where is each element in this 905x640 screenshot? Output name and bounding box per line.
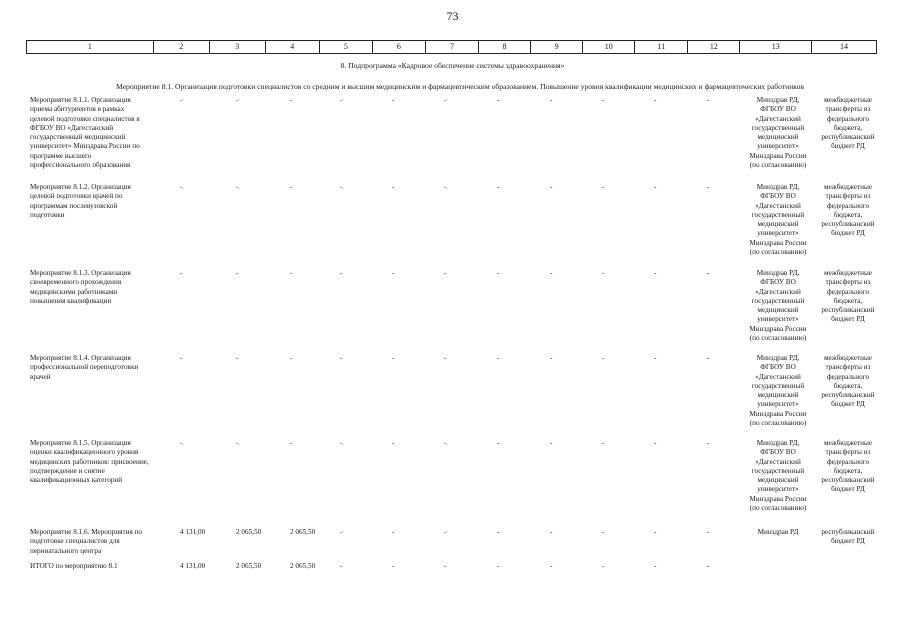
value-cell: - bbox=[392, 269, 395, 277]
column-header-10: 10 bbox=[583, 41, 635, 53]
value-cell: - bbox=[602, 269, 605, 277]
value-cell: - bbox=[236, 354, 239, 362]
value-cell: - bbox=[444, 562, 447, 570]
column-header-14: 14 bbox=[840, 42, 849, 51]
value-cell: - bbox=[602, 96, 605, 104]
column-header-8: 8 bbox=[479, 41, 531, 53]
value-cell: - bbox=[340, 354, 343, 362]
value-cell: 4 131,00 bbox=[180, 528, 206, 536]
value-cell: - bbox=[654, 439, 657, 447]
column-header-row bbox=[26, 40, 877, 54]
value-cell: - bbox=[497, 269, 500, 277]
value-cell: - bbox=[497, 354, 500, 362]
row-name: Мероприятие 8.1.2. Организация целевой подготовки врачей по программам послевузовской подготовки bbox=[30, 183, 131, 219]
value-cell: 2 065,50 bbox=[290, 562, 316, 570]
value-cell: - bbox=[444, 528, 447, 536]
value-cell: - bbox=[602, 562, 605, 570]
row-name: Мероприятие 8.1.1. Организация приема абитуриентов в рамках целевой подготовки специалистов в ФГБОУ ВО «Дагестанский государственный медицинский университет» Минздрава России по программе высшего профессионального образования bbox=[30, 96, 140, 170]
value-cell: - bbox=[392, 528, 395, 536]
responsible-cell: Минздрав РД bbox=[757, 528, 799, 536]
column-header-12: 12 bbox=[688, 41, 740, 53]
value-cell: - bbox=[550, 269, 553, 277]
value-cell: - bbox=[602, 528, 605, 536]
value-cell: - bbox=[392, 439, 395, 447]
funding-source-cell: межбюджетные трансферты из федерального бюджета, республиканский бюджет РД bbox=[821, 183, 875, 238]
column-header-11: 11 bbox=[635, 41, 688, 53]
value-cell: - bbox=[236, 269, 239, 277]
value-cell: - bbox=[444, 269, 447, 277]
column-header-3: 3 bbox=[210, 41, 266, 53]
value-cell: - bbox=[707, 354, 710, 362]
column-header-4: 4 bbox=[266, 41, 320, 53]
column-header-2: 2 bbox=[154, 41, 210, 53]
value-cell: - bbox=[550, 439, 553, 447]
value-cell: - bbox=[550, 96, 553, 104]
value-cell: - bbox=[340, 528, 343, 536]
subprogram-title: 8. Подпрограмма «Кадровое обеспечение системы здравоохранения» bbox=[340, 61, 565, 70]
column-header-7: 7 bbox=[426, 41, 479, 53]
funding-source-cell: межбюджетные трансферты из федерального бюджета, республиканский бюджет РД bbox=[821, 96, 875, 151]
value-cell: - bbox=[550, 528, 553, 536]
column-header-9: 9 bbox=[531, 41, 583, 53]
value-cell: - bbox=[497, 96, 500, 104]
value-cell: - bbox=[444, 183, 447, 191]
row-name: Мероприятие 8.1.3. Организация своевременного прохождения медицинскими работниками повышения квалификации bbox=[30, 269, 131, 305]
value-cell: - bbox=[444, 354, 447, 362]
value-cell: - bbox=[707, 528, 710, 536]
row-name: Мероприятие 8.1.6. Мероприятия по подготовке специалистов для перинатального центра bbox=[30, 528, 143, 555]
value-cell: - bbox=[654, 562, 657, 570]
funding-source-cell: республиканский бюджет РД bbox=[821, 528, 875, 546]
value-cell: 2 065,50 bbox=[236, 528, 262, 536]
value-cell: - bbox=[392, 562, 395, 570]
value-cell: - bbox=[340, 269, 343, 277]
funding-source-cell: межбюджетные трансферты из федерального бюджета, республиканский бюджет РД bbox=[821, 439, 875, 494]
funding-source-cell: межбюджетные трансферты из федерального бюджета, республиканский бюджет РД bbox=[821, 354, 875, 409]
value-cell: - bbox=[707, 439, 710, 447]
value-cell: - bbox=[340, 183, 343, 191]
row-name: Мероприятие 8.1.5. Организация оценки квалификационного уровня медицинских работников: присвоение, подтверждение и снятие квалификационных категорий bbox=[30, 439, 149, 485]
value-cell: - bbox=[654, 269, 657, 277]
value-cell: - bbox=[707, 183, 710, 191]
value-cell: - bbox=[602, 439, 605, 447]
value-cell: - bbox=[654, 354, 657, 362]
value-cell: - bbox=[180, 269, 183, 277]
row-name: ИТОГО по мероприятию 8.1 bbox=[30, 562, 118, 570]
value-cell: - bbox=[444, 439, 447, 447]
value-cell: - bbox=[236, 439, 239, 447]
value-cell: - bbox=[707, 562, 710, 570]
value-cell: - bbox=[290, 269, 293, 277]
value-cell: - bbox=[497, 183, 500, 191]
value-cell: - bbox=[340, 96, 343, 104]
value-cell: - bbox=[340, 562, 343, 570]
value-cell: - bbox=[550, 183, 553, 191]
value-cell: - bbox=[654, 528, 657, 536]
value-cell: - bbox=[180, 439, 183, 447]
value-cell: - bbox=[290, 439, 293, 447]
value-cell: - bbox=[497, 528, 500, 536]
value-cell: - bbox=[497, 562, 500, 570]
responsible-cell: Минздрав РД, ФГБОУ ВО «Дагестанский государственный медицинский университет» Минздрава России (по согласованию) bbox=[749, 354, 807, 428]
value-cell: - bbox=[392, 354, 395, 362]
value-cell: - bbox=[654, 183, 657, 191]
value-cell: - bbox=[180, 96, 183, 104]
value-cell: - bbox=[290, 183, 293, 191]
value-cell: - bbox=[497, 439, 500, 447]
row-name: Мероприятие 8.1.4. Организация профессиональной переподготовки врачей bbox=[30, 354, 139, 381]
value-cell: - bbox=[707, 269, 710, 277]
value-cell: - bbox=[550, 562, 553, 570]
value-cell: 2 065,50 bbox=[290, 528, 316, 536]
value-cell: - bbox=[236, 96, 239, 104]
responsible-cell: Минздрав РД, ФГБОУ ВО «Дагестанский государственный медицинский университет» Минздрава России (по согласованию) bbox=[749, 183, 807, 257]
column-header-1: 1 bbox=[27, 41, 154, 53]
value-cell: - bbox=[180, 354, 183, 362]
value-cell: - bbox=[290, 96, 293, 104]
value-cell: - bbox=[707, 96, 710, 104]
page-number: 73 bbox=[446, 9, 459, 23]
value-cell: - bbox=[290, 354, 293, 362]
value-cell: - bbox=[236, 183, 239, 191]
value-cell: - bbox=[654, 96, 657, 104]
value-cell: 4 131,00 bbox=[180, 562, 206, 570]
responsible-cell: Минздрав РД, ФГБОУ ВО «Дагестанский государственный медицинский университет» Минздрава России (по согласованию) bbox=[749, 96, 807, 170]
value-cell: - bbox=[602, 354, 605, 362]
responsible-cell: Минздрав РД, ФГБОУ ВО «Дагестанский государственный медицинский университет» Минздрава России (по согласованию) bbox=[749, 439, 807, 513]
column-header-13: 13 bbox=[740, 41, 812, 53]
value-cell: - bbox=[550, 354, 553, 362]
value-cell: - bbox=[392, 183, 395, 191]
value-cell: - bbox=[180, 183, 183, 191]
value-cell: 2 065,50 bbox=[236, 562, 262, 570]
funding-source-cell: межбюджетные трансферты из федерального бюджета, республиканский бюджет РД bbox=[821, 269, 875, 324]
activity-title: Мероприятие 8.1. Организация подготовки специалистов со средним и высшим медицинским и фармацевтическим образованием. Повышение уровня квалификации медицинских и фармацевтических работников bbox=[116, 82, 804, 91]
value-cell: - bbox=[340, 439, 343, 447]
value-cell: - bbox=[602, 183, 605, 191]
column-header-6: 6 bbox=[373, 41, 426, 53]
column-header-5: 5 bbox=[320, 41, 373, 53]
responsible-cell: Минздрав РД, ФГБОУ ВО «Дагестанский государственный медицинский университет» Минздрава России (по согласованию) bbox=[749, 269, 807, 343]
value-cell: - bbox=[444, 96, 447, 104]
value-cell: - bbox=[392, 96, 395, 104]
